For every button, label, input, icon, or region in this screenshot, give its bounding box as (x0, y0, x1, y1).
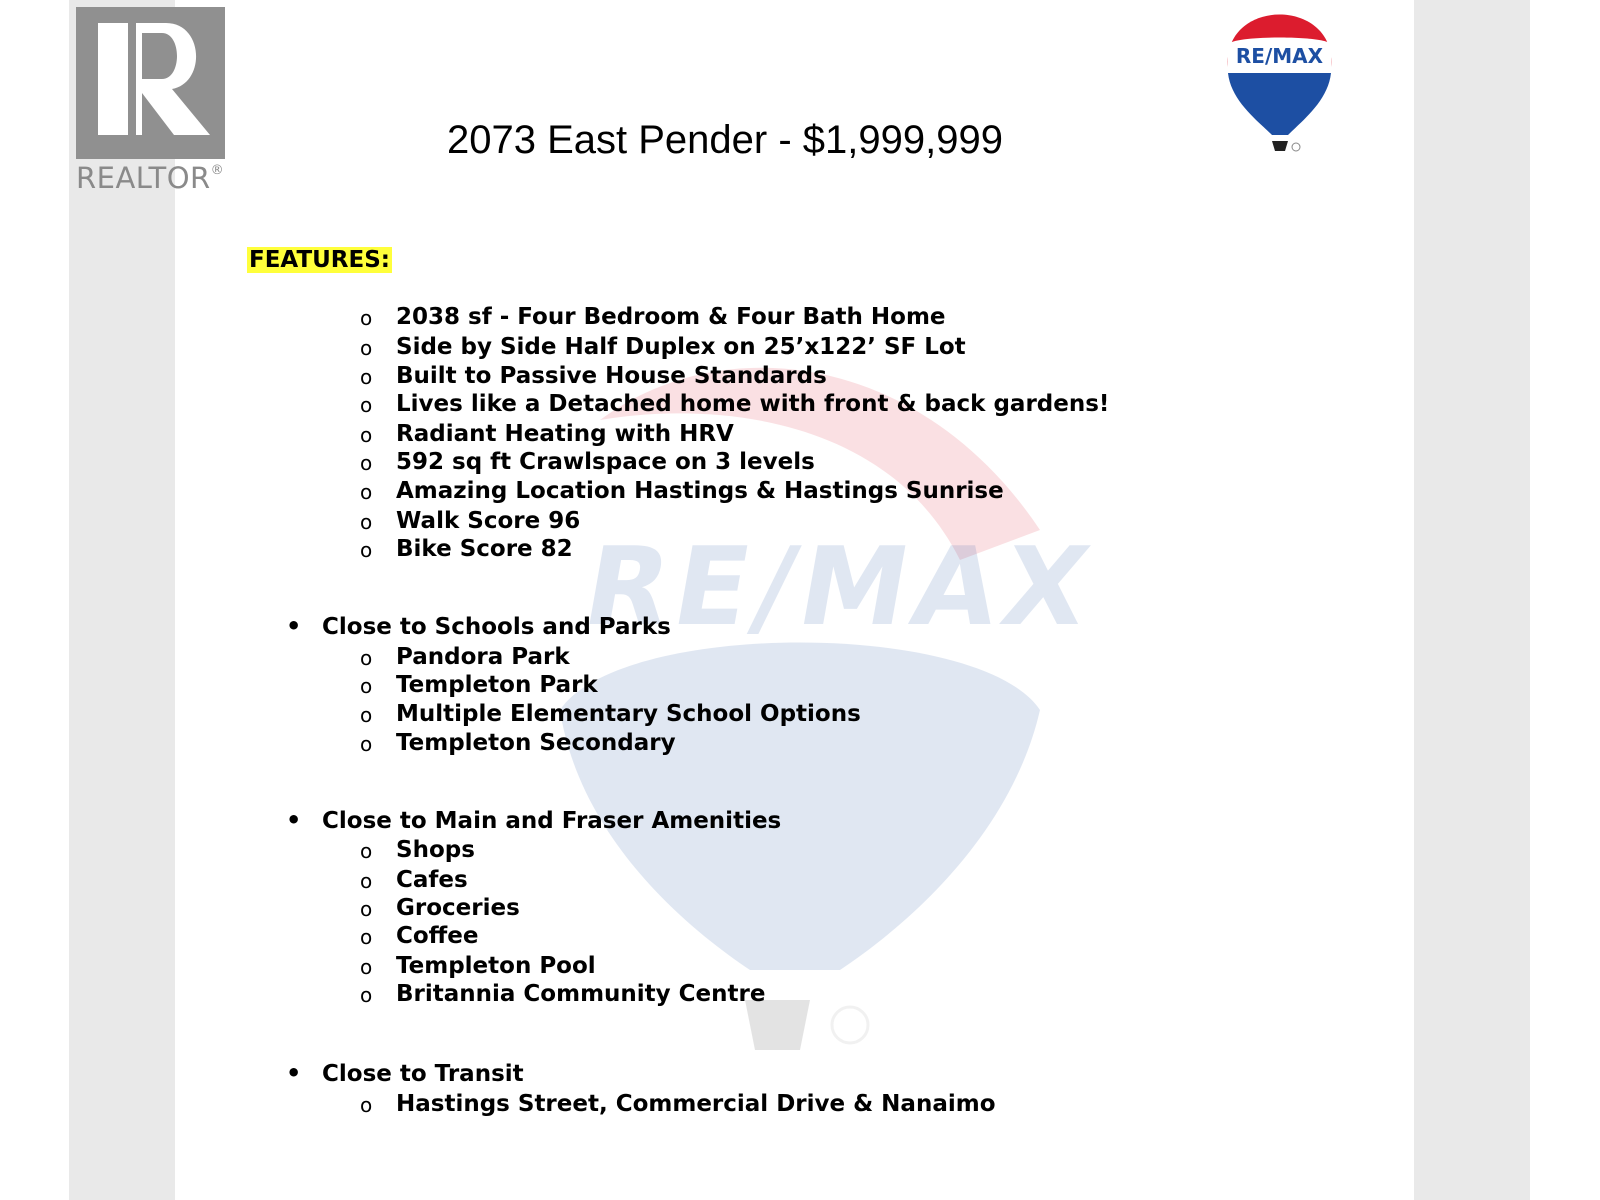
list-item: o Amazing Location Hastings & Hastings Sunrise (360, 478, 1004, 504)
realtor-logo (76, 7, 246, 197)
list-item: o Built to Passive House Standards (360, 363, 827, 389)
viewer-margin-right (1414, 0, 1530, 1200)
list-item: o Templeton Pool (360, 953, 596, 979)
list-item: o Walk Score 96 (360, 508, 581, 534)
list-item: o Groceries (360, 895, 520, 921)
section-heading: • Close to Transit (286, 1059, 524, 1087)
list-item: o Radiant Heating with HRV (360, 421, 734, 447)
list-item: o Shops (360, 837, 475, 863)
remax-watermark-text: RE/MAX (574, 525, 1104, 650)
features-heading: FEATURES: (249, 247, 390, 273)
list-item: o Side by Side Half Duplex on 25’x122’ SF Lot (360, 334, 966, 360)
remax-logo-text: RE/MAX (1235, 44, 1324, 68)
list-item: o 2038 sf - Four Bedroom & Four Bath Home (360, 304, 946, 330)
section-heading: • Close to Schools and Parks (286, 612, 671, 640)
list-item: o Bike Score 82 (360, 536, 573, 562)
list-item: o Hastings Street, Commercial Drive & Nanaimo (360, 1091, 996, 1117)
list-item: o 592 sq ft Crawlspace on 3 levels (360, 449, 815, 475)
list-item: o Coffee (360, 923, 479, 949)
list-item: o Cafes (360, 867, 468, 893)
list-item: o Templeton Secondary (360, 730, 676, 756)
realtor-wordmark: REALTOR® (76, 161, 225, 195)
list-item: o Britannia Community Centre (360, 981, 766, 1007)
list-item: o Multiple Elementary School Options (360, 701, 861, 727)
list-item: o Templeton Park (360, 672, 598, 698)
list-item: o Lives like a Detached home with front & back gardens! (360, 391, 1110, 417)
realtor-r-mark-icon (76, 7, 225, 159)
remax-balloon-logo (1222, 5, 1337, 155)
section-heading: • Close to Main and Fraser Amenities (286, 806, 782, 834)
page-title: 2073 East Pender - $1,999,999 (447, 118, 1003, 162)
list-item: o Pandora Park (360, 644, 570, 670)
